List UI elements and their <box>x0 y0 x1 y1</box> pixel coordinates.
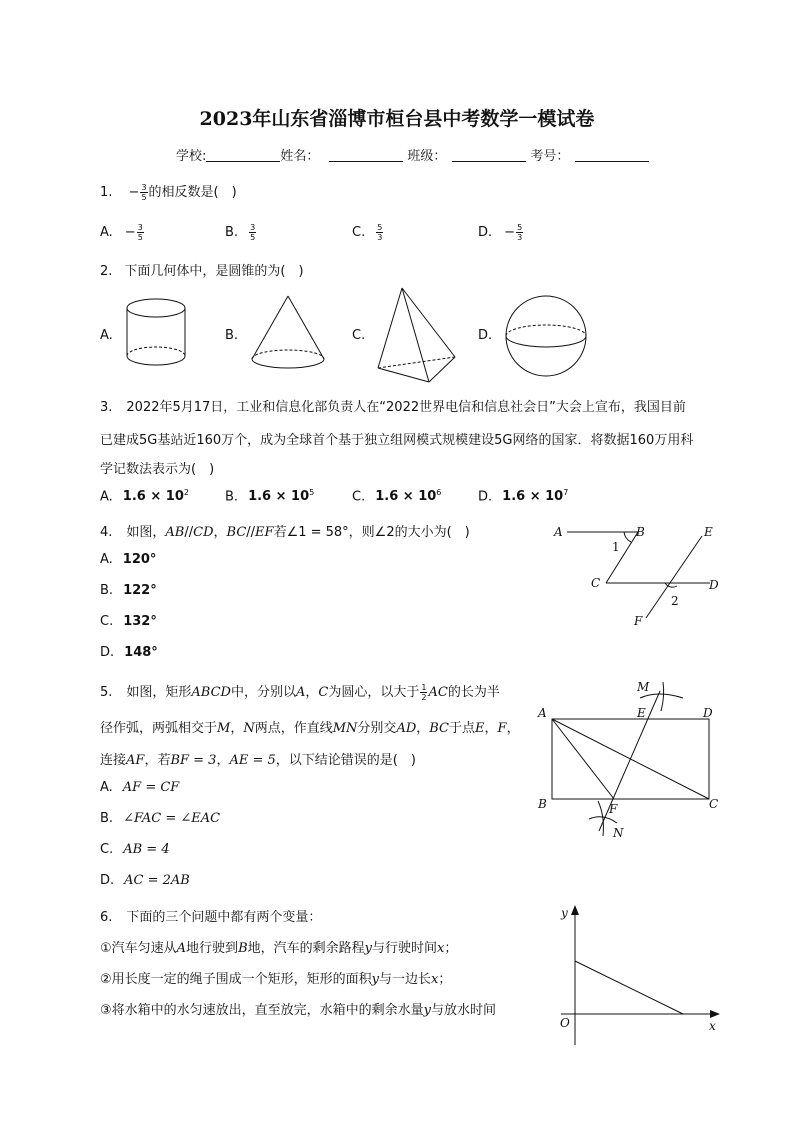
label-d: D <box>709 578 719 592</box>
q1-option-a[interactable]: A. − $\frac{3}{5}$ <box>100 223 143 242</box>
school-label: 学校: <box>176 149 207 164</box>
question-4: 4. 如图，AB//CD，BC//EF若∠1 = 58°，则∠2的大小为( ) <box>100 525 470 540</box>
label-b: B <box>538 797 547 811</box>
q5-option-b[interactable]: B. ∠FAC = ∠EAC <box>100 811 221 826</box>
q1-option-d[interactable]: D. − $\frac{5}{3}$ <box>478 223 523 242</box>
school-blank[interactable] <box>206 148 280 162</box>
question-3: 3. 2022年5月17日，工业和信息化部负责人在“2022世界电信和信息社会日”大会上宣布，我国目前 <box>100 400 686 415</box>
exam-no-label: 考号： <box>530 149 570 164</box>
label-e: E <box>704 525 713 539</box>
question-5: 5. 如图，矩形ABCD中，分别以A，C为圆心，以大于 $\frac{1}{2}$ AC的长为半 <box>100 683 500 702</box>
q3-option-a[interactable]: A. $1.6 \times 10^2$ <box>100 488 189 505</box>
question-5-line-2: 径作弧，两弧相交于M，N两点，作直线MN分别交AD，BC于点E，F， <box>100 721 520 736</box>
question-2: 2. 下面几何体中，是圆锥的为( ) <box>100 264 304 279</box>
q2-option-c[interactable]: C. <box>352 328 366 343</box>
label-m: M <box>637 680 650 694</box>
question-6: 6. 下面的三个问题中都有两个变量： <box>100 910 322 925</box>
cone-figure <box>248 292 333 377</box>
q3-option-b[interactable]: B. $1.6 \times 10^5$ <box>225 488 315 505</box>
parallel-lines-figure <box>550 520 730 630</box>
class-label: 班级： <box>407 149 447 164</box>
triangular-pyramid-figure <box>372 285 462 385</box>
question-6-item-3: ③将水箱中的水匀速放出，直至放完，水箱中的剩余水量y与放水时间 <box>100 1003 497 1018</box>
x-axis-label: x <box>709 1019 716 1033</box>
q4-option-b[interactable]: B. 122° <box>100 583 157 598</box>
angle-1-label: 1 <box>612 540 620 554</box>
label-c: C <box>709 797 719 811</box>
label-n: N <box>613 826 624 840</box>
q3-option-d[interactable]: D. $1.6 \times 10^7$ <box>478 488 569 505</box>
question-6-item-1: ①汽车匀速从A地行驶到B地，汽车的剩余路程y与行驶时间x； <box>100 941 458 956</box>
linear-graph-figure <box>555 903 725 1048</box>
label-e: E <box>637 706 646 720</box>
y-axis-label: y <box>561 906 568 920</box>
q2-option-a[interactable]: A. <box>100 328 113 343</box>
minus-sign: − <box>128 185 140 200</box>
page-title: 2023年山东省淄博市桓台县中考数学一模试卷 <box>199 108 595 130</box>
question-number: 1. <box>100 185 113 200</box>
half-fraction: $\frac{1}{2}$ <box>421 683 427 702</box>
cylinder-figure <box>120 295 195 375</box>
q4-option-d[interactable]: D. 148° <box>100 645 158 660</box>
question-3-line-3: 学记数法表示为( ) <box>100 462 215 477</box>
rectangle-construction-figure <box>535 676 725 846</box>
q3-option-c[interactable]: C. $1.6 \times 10^6$ <box>352 488 442 505</box>
label-c: C <box>591 576 601 590</box>
label-f: F <box>634 614 643 628</box>
q1-option-c[interactable]: C. $\frac{5}{3}$ <box>352 223 383 242</box>
label-b: B <box>636 525 645 539</box>
question-6-item-2: ②用长度一定的绳子围成一个矩形，矩形的面积y与一边长x； <box>100 972 452 987</box>
class-blank[interactable] <box>452 148 526 162</box>
question-1 <box>100 181 237 202</box>
sphere-figure <box>502 295 592 377</box>
q5-option-a[interactable]: A. AF = CF <box>100 780 180 795</box>
angle-2-label: 2 <box>671 594 679 608</box>
question-3-line-2: 已建成5G基站近160万个，成为全球首个基于独立组网模式规模建设5G网络的国家．将数据160万用科 <box>100 433 694 448</box>
question-5-line-3: 连接AF，若BF = 3，AE = 5，以下结论错误的是( ) <box>100 753 416 768</box>
student-info-line <box>176 145 649 164</box>
name-blank[interactable] <box>329 148 403 162</box>
label-a: A <box>538 706 547 720</box>
question-stem: 的相反数是( ) <box>148 185 237 200</box>
label-d: D <box>703 706 713 720</box>
label-a: A <box>554 525 563 539</box>
label-f: F <box>609 802 618 816</box>
q1-option-b[interactable]: B. $\frac{3}{5}$ <box>225 223 256 242</box>
origin-label: O <box>560 1016 570 1030</box>
name-label: 姓名： <box>280 149 320 164</box>
q2-option-d[interactable]: D. <box>478 328 493 343</box>
q5-option-c[interactable]: C. AB = 4 <box>100 842 170 857</box>
q4-option-a[interactable]: A. 120° <box>100 552 157 567</box>
fraction: $\frac{3}{5}$ <box>141 183 147 202</box>
q5-option-d[interactable]: D. AC = 2AB <box>100 873 190 888</box>
exam-no-blank[interactable] <box>575 148 649 162</box>
q2-option-b[interactable]: B. <box>225 328 239 343</box>
q4-option-c[interactable]: C. 132° <box>100 614 157 629</box>
